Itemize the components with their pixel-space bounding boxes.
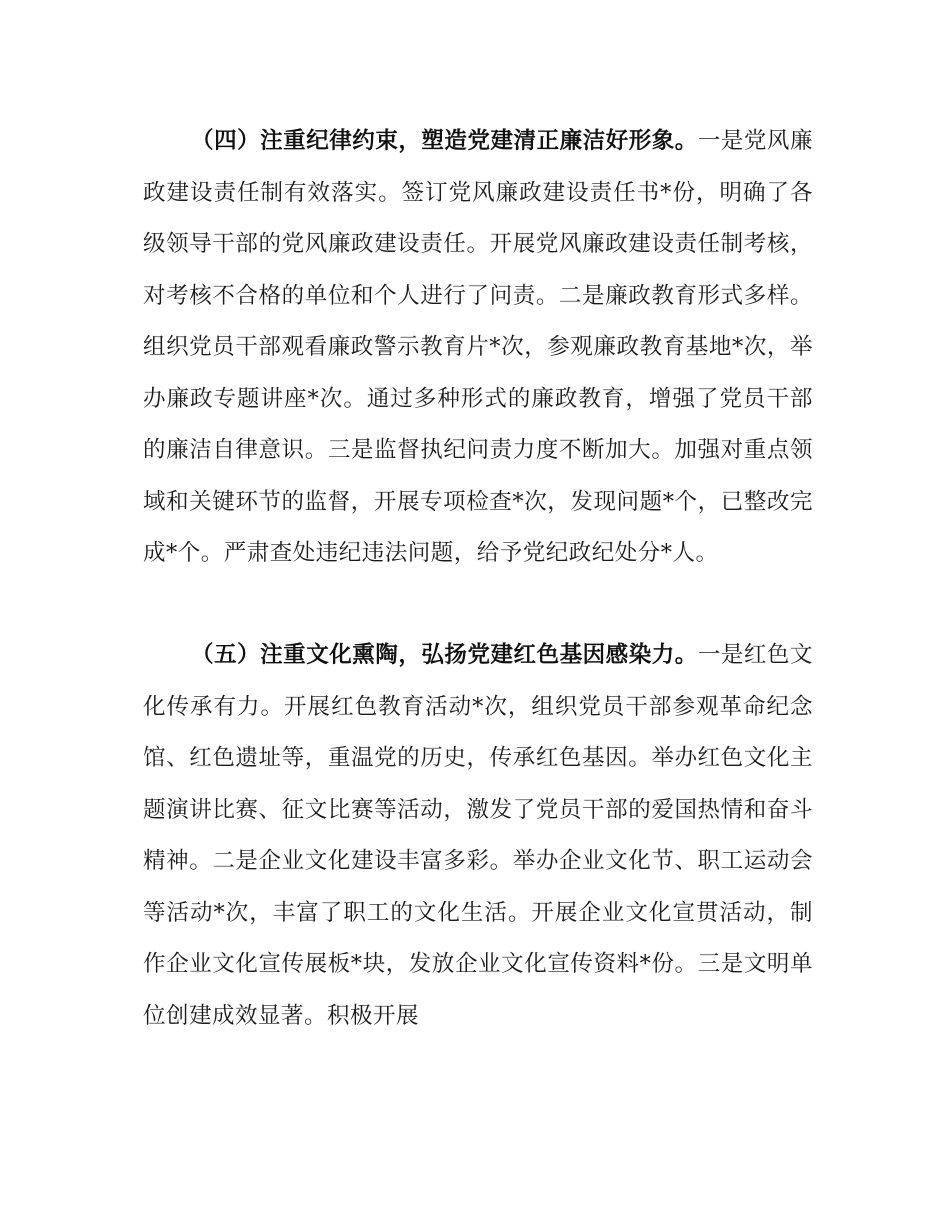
section-four-heading: （四）注重纪律约束，塑造党建清正廉洁好形象。: [191, 128, 698, 154]
section-five-heading: （五）注重文化熏陶，弘扬党建红色基因感染力。: [191, 642, 698, 668]
section-five-body: 一是红色文化传承有力。开展红色教育活动*次，组织党员干部参观革命纪念馆、红色遗址等，重温党的历史，传承红色基因。举办红色文化主题演讲比赛、征文比赛等活动，激发了党员干部的爱国热情和奋斗精神。二是企业文化建设丰富多彩。举办企业文化节、职工运动会等活动*次，丰富了职工的文化生活。开展企业文化宣贯活动，制作企业文化宣传展板*块，发放企业文化宣传资料*份。三是文明单位创建成效显著。积极开展: [143, 642, 813, 1029]
section-five-paragraph: [143, 630, 813, 1042]
section-four-paragraph: [143, 116, 813, 580]
section-four-body: 一是党风廉政建设责任制有效落实。签订党风廉政建设责任书*份，明确了各级领导干部的党风廉政建设责任。开展党风廉政建设责任制考核，对考核不合格的单位和个人进行了问责。二是廉政教育形式多样。组织党员干部观看廉政警示教育片*次，参观廉政教育基地*次，举办廉政专题讲座*次。通过多种形式的廉政教育，增强了党员干部的廉洁自律意识。三是监督执纪问责力度不断加大。加强对重点领域和关键环节的监督，开展专项检查*次，发现问题*个，已整改完成*个。严肃查处违纪违法问题，给予党纪政纪处分*人。: [143, 128, 813, 566]
